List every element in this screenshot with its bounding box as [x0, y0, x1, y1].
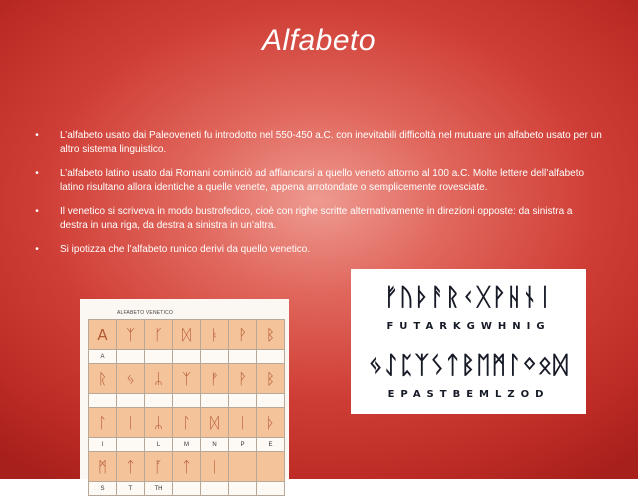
venetic-latin-cell: I	[89, 438, 117, 452]
venetic-latin-cell: M	[173, 438, 201, 452]
bullet-item	[32, 129, 602, 157]
venetic-symbol-cell: ᚪ	[145, 452, 173, 482]
rune-latin-row-2: EPASTBEMLZOD	[387, 389, 550, 400]
venetic-symbol-cell: ᛒ	[257, 320, 285, 350]
venetic-symbol-cell: ᛏ	[173, 452, 201, 482]
venetic-latin-cell: A	[89, 350, 117, 364]
venetic-latin-cell	[117, 438, 145, 452]
venetic-symbol-cell: ᛦ	[145, 408, 173, 438]
venetic-symbol-cell: ᛁ	[201, 452, 229, 482]
venetic-latin-cell	[257, 350, 285, 364]
bullet-marker: •	[35, 168, 39, 179]
venetic-symbol-cell: ᚭ	[201, 320, 229, 350]
venetic-symbol-cell	[257, 452, 285, 482]
venetic-latin-cell: P	[229, 438, 257, 452]
venetic-symbol-cell: ᚠ	[201, 364, 229, 394]
venetic-alphabet-table	[88, 319, 285, 496]
venetic-symbol-cell	[229, 452, 257, 482]
venetic-latin-cell: TH	[145, 482, 173, 496]
bullet-item	[32, 205, 602, 233]
venetic-latin-cell	[117, 394, 145, 408]
venetic-latin-cell	[89, 394, 117, 408]
venetic-symbol-cell: ᚱ	[89, 364, 117, 394]
rune-row-2: ᛃᛇᛈᛉᛊᛏᛒᛖᛗᛚᛜᛟᛞ	[368, 351, 569, 379]
venetic-symbol-cell: ᛚ	[89, 408, 117, 438]
bullet-text: Si ipotizza che l’alfabeto runico derivi da quello venetico.	[60, 244, 311, 255]
venetic-symbol-cell: ᛗ	[89, 452, 117, 482]
bullet-text: L’alfabeto usato dai Paleoveneti fu introdotto nel 550-450 a.C. con inevitabili difficoltà nel mutuare un alfabeto usato per un altro sistema linguistico.	[60, 130, 602, 155]
venetic-latin-cell	[257, 482, 285, 496]
venetic-latin-cell	[201, 482, 229, 496]
venetic-symbol-cell: ᛦ	[145, 364, 173, 394]
venetic-symbol-cell: ᚴ	[145, 320, 173, 350]
venetic-latin-cell: E	[257, 438, 285, 452]
bullet-text: Il venetico si scriveva in modo bustrofedico, cioè con righe scritte alternativamente in direzioni opposte: da sinistra a destra in una riga, da destra a sinistra in un’altra.	[60, 206, 573, 231]
venetic-latin-cell	[145, 350, 173, 364]
venetic-symbol-cell: ᛉ	[173, 364, 201, 394]
venetic-latin-cell: T	[117, 482, 145, 496]
bullet-marker: •	[35, 244, 39, 255]
venetic-caption: ALFABETO VENETICO	[116, 310, 174, 316]
rune-latin-row-1: FUTARKGWHNIG	[386, 321, 551, 332]
venetic-symbol-cell: ᛞ	[173, 320, 201, 350]
venetic-latin-cell	[173, 350, 201, 364]
venetic-latin-cell	[229, 350, 257, 364]
venetic-latin-cell: L	[145, 438, 173, 452]
venetic-symbol-cell: ᛞ	[201, 408, 229, 438]
venetic-latin-cell	[201, 394, 229, 408]
bullet-text: L’alfabeto latino usato dai Romani cominciò ad affiancarsi a quello veneto attorno al 100 a.C. Molte lettere dell’alfabeto latino risultano allora identiche a quelle venete, appena arrotondate o semplicemente rovesciate.	[60, 168, 585, 193]
venetic-symbol-cell: ᛉ	[117, 320, 145, 350]
venetic-symbol-cell: ᛏ	[117, 452, 145, 482]
venetic-symbol-cell: ᚹ	[229, 364, 257, 394]
venetic-symbol-cell: ᛒ	[257, 364, 285, 394]
venetic-symbol-cell: ᚹ	[229, 320, 257, 350]
venetic-symbol-cell: ᛃ	[117, 364, 145, 394]
bullet-item	[32, 167, 602, 195]
venetic-symbol-cell: ᛁ	[229, 408, 257, 438]
venetic-latin-cell	[173, 482, 201, 496]
slide-title: Alfabeto	[261, 24, 377, 57]
venetic-latin-cell	[145, 394, 173, 408]
venetic-latin-cell: S	[89, 482, 117, 496]
rune-row-1: ᚠᚢᚦᚨᚱᚲᚷᚹᚺᚾᛁ	[383, 283, 554, 311]
venetic-alphabet-image	[80, 299, 289, 492]
bullet-marker: •	[35, 130, 39, 141]
venetic-symbol-cell: ᚦ	[257, 408, 285, 438]
venetic-symbol-cell: ᛚ	[173, 408, 201, 438]
venetic-latin-cell	[229, 482, 257, 496]
bullet-list	[32, 129, 602, 267]
runic-alphabet-image	[351, 269, 586, 414]
venetic-latin-cell	[117, 350, 145, 364]
venetic-symbol-cell: ᛁ	[117, 408, 145, 438]
venetic-latin-cell	[257, 394, 285, 408]
venetic-symbol-cell: A	[89, 320, 117, 350]
venetic-latin-cell	[173, 394, 201, 408]
venetic-latin-cell: N	[201, 438, 229, 452]
bullet-item	[32, 243, 602, 257]
venetic-latin-cell	[229, 394, 257, 408]
venetic-latin-cell	[201, 350, 229, 364]
bullet-marker: •	[35, 206, 39, 217]
